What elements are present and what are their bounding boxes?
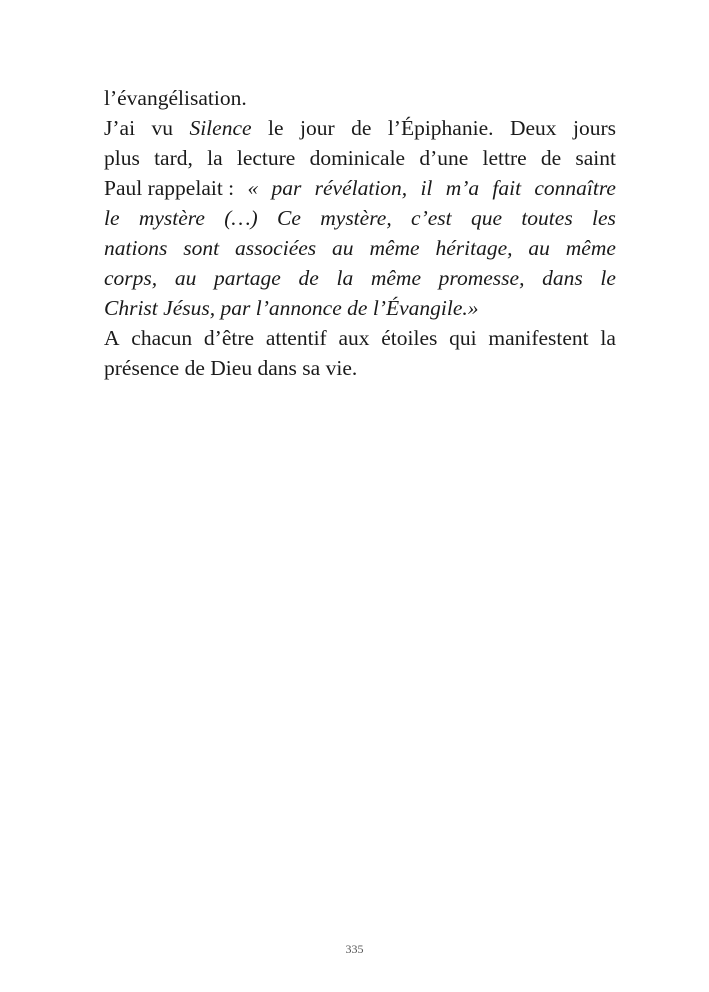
- word: la: [600, 326, 616, 350]
- word: manifestent: [488, 326, 589, 350]
- italic-word: Christ: [104, 296, 158, 320]
- italic-word: «: [247, 176, 259, 200]
- word: tard,: [154, 146, 193, 170]
- italic-word: au: [174, 266, 197, 290]
- word: d’une: [419, 146, 469, 170]
- word: jours: [572, 116, 616, 140]
- italic-word: par: [271, 176, 302, 200]
- text-line: [104, 173, 616, 203]
- word: jour: [299, 116, 335, 140]
- word: chacun: [131, 326, 193, 350]
- italic-word: mystère: [138, 206, 205, 230]
- body-text: [104, 83, 616, 383]
- paragraph: [104, 323, 616, 383]
- italic-word: au: [332, 236, 354, 260]
- italic-word: le: [600, 266, 616, 290]
- italic-word: partage: [213, 266, 281, 290]
- word: qui: [449, 326, 477, 350]
- word: plus: [104, 146, 140, 170]
- italic-word: de: [347, 296, 368, 320]
- italic-word: mystère,: [320, 206, 392, 230]
- word: d’être: [203, 326, 255, 350]
- italic-word: sont: [183, 236, 220, 260]
- italic-word: la: [336, 266, 354, 290]
- italic-word: (…): [224, 206, 258, 230]
- italic-word: associées: [234, 236, 317, 260]
- italic-word: corps,: [104, 266, 158, 290]
- word: étoiles: [381, 326, 438, 350]
- italic-word: il: [420, 176, 433, 200]
- italic-word: Ce: [277, 206, 301, 230]
- italic-word: Silence: [189, 116, 252, 140]
- word: l’Épiphanie.: [387, 116, 494, 140]
- paragraph: [104, 113, 616, 323]
- italic-word: de: [298, 266, 319, 290]
- text-line: [104, 263, 616, 293]
- word: dominicale: [309, 146, 406, 170]
- page-number: 335: [345, 942, 364, 956]
- word: vie.: [325, 356, 358, 380]
- word: Paul rappelait :: [104, 176, 235, 200]
- italic-word: m’a: [445, 176, 480, 200]
- word: Dieu: [210, 356, 253, 380]
- word: Deux: [509, 116, 557, 140]
- italic-word: que: [470, 206, 502, 230]
- italic-word: Jésus,: [163, 296, 216, 320]
- text-line: [104, 353, 616, 383]
- word: attentif: [265, 326, 327, 350]
- italic-word: même: [369, 236, 420, 260]
- word: lettre: [482, 146, 527, 170]
- word: lecture: [236, 146, 296, 170]
- italic-word: nations: [104, 236, 168, 260]
- text-line: [104, 293, 616, 323]
- italic-word: l’Évangile.»: [372, 296, 479, 320]
- text-line: [104, 143, 616, 173]
- word: de: [351, 116, 372, 140]
- word: présence: [104, 356, 180, 380]
- italic-word: c’est: [411, 206, 452, 230]
- italic-word: fait: [492, 176, 522, 200]
- italic-word: promesse,: [438, 266, 525, 290]
- word: l’évangélisation.: [104, 86, 247, 110]
- text-line: [104, 113, 616, 143]
- word: de: [540, 146, 562, 170]
- word: la: [207, 146, 223, 170]
- italic-word: révélation,: [314, 176, 408, 200]
- text-line: [104, 233, 616, 263]
- word: saint: [575, 146, 616, 170]
- word: sa: [302, 356, 321, 380]
- word: aux: [338, 326, 370, 350]
- italic-word: dans: [542, 266, 583, 290]
- word: J’ai: [104, 116, 136, 140]
- italic-word: même: [565, 236, 616, 260]
- word: A: [104, 326, 120, 350]
- text-line: [104, 203, 616, 233]
- italic-word: même: [370, 266, 421, 290]
- italic-word: toutes: [521, 206, 573, 230]
- italic-word: héritage,: [435, 236, 513, 260]
- text-line: [104, 323, 616, 353]
- italic-word: connaître: [534, 176, 616, 200]
- word: de: [184, 356, 205, 380]
- italic-word: au: [528, 236, 550, 260]
- text-line: [104, 83, 616, 113]
- word: vu: [151, 116, 173, 140]
- italic-word: l’annonce: [255, 296, 342, 320]
- italic-word: les: [592, 206, 616, 230]
- italic-word: le: [104, 206, 120, 230]
- paragraph: [104, 83, 616, 113]
- word: le: [267, 116, 284, 140]
- word: dans: [257, 356, 297, 380]
- italic-word: par: [220, 296, 251, 320]
